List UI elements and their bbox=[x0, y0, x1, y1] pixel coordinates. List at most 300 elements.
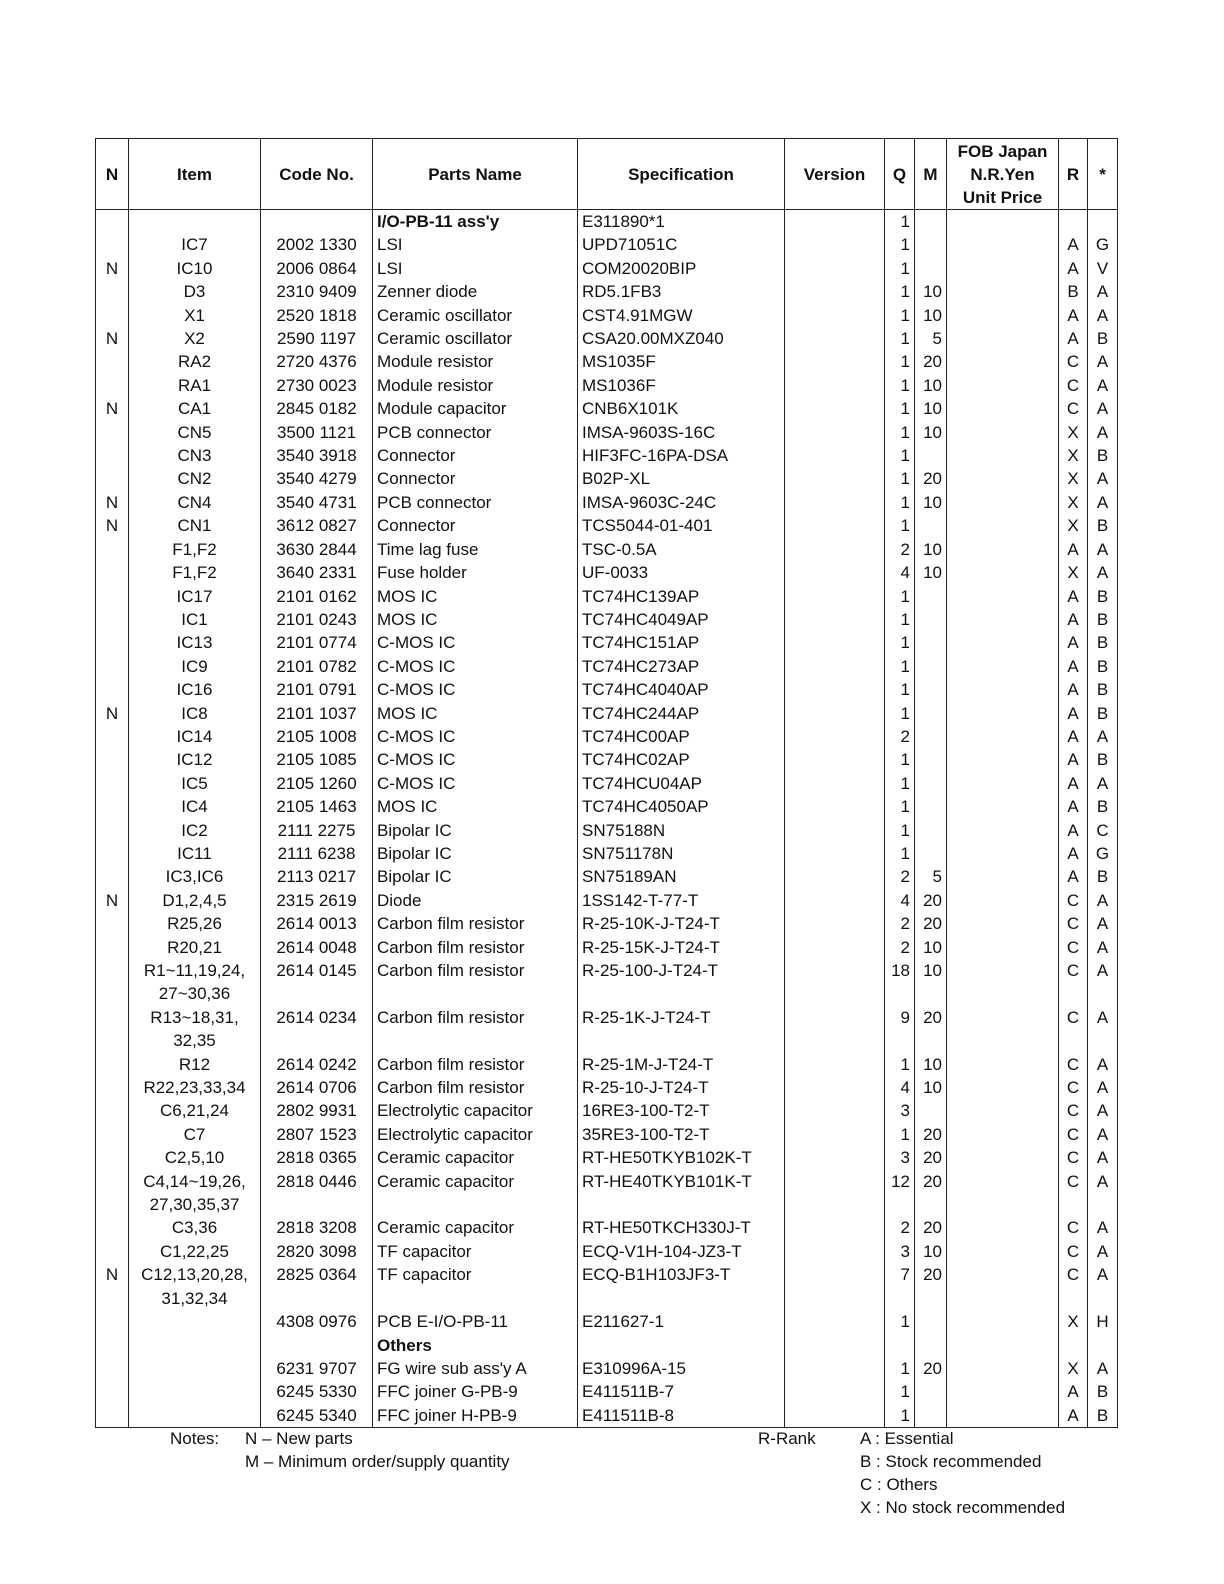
cell-m: 10 bbox=[915, 538, 947, 561]
cell-item: IC1 bbox=[129, 608, 261, 631]
cell-version bbox=[785, 467, 885, 490]
cell-star: B bbox=[1088, 327, 1118, 350]
cell-parts-name: Electrolytic capacitor bbox=[373, 1123, 578, 1146]
cell-code: 2101 0162 bbox=[261, 585, 373, 608]
notes-label: Notes: bbox=[170, 1429, 220, 1448]
cell-n bbox=[96, 1287, 129, 1310]
cell-version bbox=[785, 1357, 885, 1380]
cell-parts-name bbox=[373, 982, 578, 1005]
cell-parts-name: Zenner diode bbox=[373, 280, 578, 303]
cell-m bbox=[915, 1029, 947, 1052]
cell-m bbox=[915, 842, 947, 865]
cell-specification: TC74HC151AP bbox=[578, 631, 785, 654]
cell-item: IC9 bbox=[129, 655, 261, 678]
table-row bbox=[96, 538, 1118, 561]
table-row bbox=[96, 304, 1118, 327]
cell-star: B bbox=[1088, 631, 1118, 654]
header-parts-name: Parts Name bbox=[373, 139, 578, 210]
table-row bbox=[96, 1193, 1118, 1216]
table-row bbox=[96, 397, 1118, 420]
cell-parts-name: Others bbox=[373, 1334, 578, 1357]
table-row bbox=[96, 1099, 1118, 1122]
cell-code: 4308 0976 bbox=[261, 1310, 373, 1333]
cell-version bbox=[785, 491, 885, 514]
cell-n bbox=[96, 725, 129, 748]
cell-item: R12 bbox=[129, 1053, 261, 1076]
cell-n bbox=[96, 1334, 129, 1357]
cell-n bbox=[96, 748, 129, 771]
parts-rows bbox=[96, 210, 1118, 1428]
table-row bbox=[96, 1263, 1118, 1286]
cell-q: 1 bbox=[885, 233, 915, 256]
cell-code: 2818 0365 bbox=[261, 1146, 373, 1169]
cell-code: 2105 1260 bbox=[261, 772, 373, 795]
cell-item: RA2 bbox=[129, 350, 261, 373]
cell-r: A bbox=[1059, 631, 1088, 654]
cell-version bbox=[785, 725, 885, 748]
cell-item: IC2 bbox=[129, 819, 261, 842]
parts-list bbox=[95, 138, 1117, 1428]
cell-parts-name: C-MOS IC bbox=[373, 772, 578, 795]
cell-q: 1 bbox=[885, 421, 915, 444]
cell-unit-price bbox=[947, 912, 1059, 935]
table-row bbox=[96, 959, 1118, 982]
cell-version bbox=[785, 1053, 885, 1076]
cell-n bbox=[96, 1216, 129, 1239]
cell-m bbox=[915, 608, 947, 631]
cell-q: 2 bbox=[885, 936, 915, 959]
cell-item: IC16 bbox=[129, 678, 261, 701]
cell-item: IC4 bbox=[129, 795, 261, 818]
cell-r: C bbox=[1059, 1006, 1088, 1029]
cell-specification: TC74HCU04AP bbox=[578, 772, 785, 795]
cell-r: X bbox=[1059, 1310, 1088, 1333]
cell-specification: R-25-100-J-T24-T bbox=[578, 959, 785, 982]
cell-code: 6245 5330 bbox=[261, 1380, 373, 1403]
cell-q: 1 bbox=[885, 304, 915, 327]
cell-specification: RT-HE50TKCH330J-T bbox=[578, 1216, 785, 1239]
cell-item bbox=[129, 1404, 261, 1428]
cell-n bbox=[96, 1146, 129, 1169]
cell-specification: CNB6X101K bbox=[578, 397, 785, 420]
cell-unit-price bbox=[947, 608, 1059, 631]
cell-m bbox=[915, 1380, 947, 1403]
cell-n bbox=[96, 959, 129, 982]
cell-unit-price bbox=[947, 1006, 1059, 1029]
cell-item: 32,35 bbox=[129, 1029, 261, 1052]
cell-code: 2101 0782 bbox=[261, 655, 373, 678]
cell-star: A bbox=[1088, 1170, 1118, 1193]
header-r: R bbox=[1059, 139, 1088, 210]
cell-r bbox=[1059, 1029, 1088, 1052]
cell-version bbox=[785, 1380, 885, 1403]
cell-q bbox=[885, 1334, 915, 1357]
cell-specification: 16RE3-100-T2-T bbox=[578, 1099, 785, 1122]
cell-specification: TC74HC02AP bbox=[578, 748, 785, 771]
table-row bbox=[96, 514, 1118, 537]
cell-code bbox=[261, 1334, 373, 1357]
cell-n: N bbox=[96, 889, 129, 912]
cell-q: 1 bbox=[885, 1380, 915, 1403]
cell-parts-name: MOS IC bbox=[373, 702, 578, 725]
cell-item: IC12 bbox=[129, 748, 261, 771]
cell-version bbox=[785, 257, 885, 280]
table-row bbox=[96, 585, 1118, 608]
cell-unit-price bbox=[947, 397, 1059, 420]
cell-version bbox=[785, 233, 885, 256]
header-price-line1: FOB Japan bbox=[957, 141, 1048, 161]
cell-star: A bbox=[1088, 1099, 1118, 1122]
cell-star: A bbox=[1088, 1263, 1118, 1286]
cell-item bbox=[129, 1310, 261, 1333]
cell-r: A bbox=[1059, 233, 1088, 256]
rank-b: B : Stock recommended bbox=[860, 1452, 1042, 1471]
cell-star: B bbox=[1088, 608, 1118, 631]
cell-n bbox=[96, 233, 129, 256]
rank-label: R-Rank bbox=[758, 1429, 816, 1448]
cell-r: C bbox=[1059, 1263, 1088, 1286]
cell-n bbox=[96, 842, 129, 865]
cell-version bbox=[785, 1170, 885, 1193]
cell-r: X bbox=[1059, 421, 1088, 444]
cell-item: CA1 bbox=[129, 397, 261, 420]
cell-q: 1 bbox=[885, 280, 915, 303]
cell-specification: R-25-1K-J-T24-T bbox=[578, 1006, 785, 1029]
cell-q: 2 bbox=[885, 912, 915, 935]
cell-parts-name: Bipolar IC bbox=[373, 865, 578, 888]
cell-item: CN1 bbox=[129, 514, 261, 537]
cell-code: 2101 0243 bbox=[261, 608, 373, 631]
cell-r: C bbox=[1059, 374, 1088, 397]
cell-parts-name: LSI bbox=[373, 233, 578, 256]
cell-parts-name: Carbon film resistor bbox=[373, 912, 578, 935]
cell-star: A bbox=[1088, 538, 1118, 561]
cell-r: A bbox=[1059, 327, 1088, 350]
cell-specification: B02P-XL bbox=[578, 467, 785, 490]
cell-m bbox=[915, 748, 947, 771]
cell-star: A bbox=[1088, 421, 1118, 444]
cell-n bbox=[96, 795, 129, 818]
cell-parts-name: Carbon film resistor bbox=[373, 959, 578, 982]
cell-code: 2614 0145 bbox=[261, 959, 373, 982]
cell-code bbox=[261, 1193, 373, 1216]
cell-version bbox=[785, 1076, 885, 1099]
cell-unit-price bbox=[947, 1076, 1059, 1099]
cell-unit-price bbox=[947, 631, 1059, 654]
cell-code: 2614 0048 bbox=[261, 936, 373, 959]
cell-parts-name: C-MOS IC bbox=[373, 748, 578, 771]
cell-code: 2111 2275 bbox=[261, 819, 373, 842]
cell-q: 1 bbox=[885, 585, 915, 608]
cell-q: 3 bbox=[885, 1146, 915, 1169]
cell-star: V bbox=[1088, 257, 1118, 280]
cell-q: 1 bbox=[885, 842, 915, 865]
cell-parts-name: Ceramic oscillator bbox=[373, 304, 578, 327]
cell-m bbox=[915, 772, 947, 795]
cell-q: 1 bbox=[885, 444, 915, 467]
cell-n bbox=[96, 1006, 129, 1029]
cell-parts-name: LSI bbox=[373, 257, 578, 280]
cell-q: 1 bbox=[885, 210, 915, 234]
cell-version bbox=[785, 1404, 885, 1428]
cell-unit-price bbox=[947, 491, 1059, 514]
cell-parts-name: Diode bbox=[373, 889, 578, 912]
table-row bbox=[96, 374, 1118, 397]
cell-code: 3540 4731 bbox=[261, 491, 373, 514]
cell-unit-price bbox=[947, 1123, 1059, 1146]
cell-n bbox=[96, 561, 129, 584]
cell-item bbox=[129, 1357, 261, 1380]
cell-q: 1 bbox=[885, 374, 915, 397]
cell-version bbox=[785, 538, 885, 561]
cell-unit-price bbox=[947, 936, 1059, 959]
cell-parts-name: Carbon film resistor bbox=[373, 1076, 578, 1099]
rank-c: C : Others bbox=[860, 1475, 938, 1494]
cell-r: A bbox=[1059, 725, 1088, 748]
cell-version bbox=[785, 210, 885, 234]
cell-m bbox=[915, 585, 947, 608]
cell-item: IC11 bbox=[129, 842, 261, 865]
cell-star: H bbox=[1088, 1310, 1118, 1333]
cell-specification: IMSA-9603C-24C bbox=[578, 491, 785, 514]
cell-parts-name: TF capacitor bbox=[373, 1240, 578, 1263]
cell-r: A bbox=[1059, 1404, 1088, 1428]
cell-unit-price bbox=[947, 725, 1059, 748]
table-row bbox=[96, 233, 1118, 256]
cell-item: 27~30,36 bbox=[129, 982, 261, 1005]
cell-q: 1 bbox=[885, 1053, 915, 1076]
cell-n: N bbox=[96, 257, 129, 280]
cell-star: A bbox=[1088, 725, 1118, 748]
cell-item: RA1 bbox=[129, 374, 261, 397]
note-new-parts: N – New parts bbox=[245, 1429, 353, 1448]
cell-star: A bbox=[1088, 1146, 1118, 1169]
cell-unit-price bbox=[947, 655, 1059, 678]
cell-specification: E411511B-8 bbox=[578, 1404, 785, 1428]
table-row bbox=[96, 655, 1118, 678]
cell-code: 2614 0013 bbox=[261, 912, 373, 935]
cell-unit-price bbox=[947, 702, 1059, 725]
cell-r: A bbox=[1059, 678, 1088, 701]
cell-star: A bbox=[1088, 1076, 1118, 1099]
cell-code: 2614 0706 bbox=[261, 1076, 373, 1099]
cell-m: 10 bbox=[915, 959, 947, 982]
cell-m: 5 bbox=[915, 865, 947, 888]
cell-r: C bbox=[1059, 1240, 1088, 1263]
cell-item: IC8 bbox=[129, 702, 261, 725]
cell-star: A bbox=[1088, 397, 1118, 420]
cell-code: 2590 1197 bbox=[261, 327, 373, 350]
cell-q: 3 bbox=[885, 1099, 915, 1122]
cell-n bbox=[96, 865, 129, 888]
cell-star: A bbox=[1088, 467, 1118, 490]
cell-m: 10 bbox=[915, 491, 947, 514]
cell-star: A bbox=[1088, 1240, 1118, 1263]
cell-specification: SN75189AN bbox=[578, 865, 785, 888]
cell-n bbox=[96, 585, 129, 608]
cell-m bbox=[915, 631, 947, 654]
cell-r: C bbox=[1059, 397, 1088, 420]
cell-item: C4,14~19,26, bbox=[129, 1170, 261, 1193]
cell-q: 1 bbox=[885, 608, 915, 631]
cell-code: 2802 9931 bbox=[261, 1099, 373, 1122]
table-row bbox=[96, 748, 1118, 771]
cell-m: 20 bbox=[915, 350, 947, 373]
cell-star bbox=[1088, 982, 1118, 1005]
cell-n: N bbox=[96, 514, 129, 537]
cell-star bbox=[1088, 1287, 1118, 1310]
cell-n bbox=[96, 1170, 129, 1193]
cell-n: N bbox=[96, 1263, 129, 1286]
cell-n bbox=[96, 678, 129, 701]
cell-q: 1 bbox=[885, 678, 915, 701]
cell-code: 2820 3098 bbox=[261, 1240, 373, 1263]
cell-star: B bbox=[1088, 1404, 1118, 1428]
cell-m bbox=[915, 1099, 947, 1122]
cell-item: C12,13,20,28, bbox=[129, 1263, 261, 1286]
cell-m bbox=[915, 444, 947, 467]
cell-r: A bbox=[1059, 1380, 1088, 1403]
cell-unit-price bbox=[947, 795, 1059, 818]
cell-item: IC5 bbox=[129, 772, 261, 795]
cell-specification: SN751178N bbox=[578, 842, 785, 865]
cell-code: 2730 0023 bbox=[261, 374, 373, 397]
cell-star: A bbox=[1088, 1006, 1118, 1029]
cell-star: A bbox=[1088, 1123, 1118, 1146]
table-row bbox=[96, 257, 1118, 280]
cell-item: 27,30,35,37 bbox=[129, 1193, 261, 1216]
cell-m bbox=[915, 795, 947, 818]
cell-code: 2101 0774 bbox=[261, 631, 373, 654]
cell-star: G bbox=[1088, 233, 1118, 256]
cell-unit-price bbox=[947, 889, 1059, 912]
cell-star: A bbox=[1088, 374, 1118, 397]
cell-m: 10 bbox=[915, 1240, 947, 1263]
cell-specification bbox=[578, 1193, 785, 1216]
table-row bbox=[96, 1053, 1118, 1076]
table-row bbox=[96, 725, 1118, 748]
table-row bbox=[96, 1334, 1118, 1357]
cell-parts-name: Carbon film resistor bbox=[373, 1006, 578, 1029]
cell-q: 2 bbox=[885, 1216, 915, 1239]
cell-parts-name: Bipolar IC bbox=[373, 819, 578, 842]
cell-r: A bbox=[1059, 608, 1088, 631]
cell-parts-name: Carbon film resistor bbox=[373, 936, 578, 959]
cell-m: 10 bbox=[915, 1076, 947, 1099]
cell-r: A bbox=[1059, 772, 1088, 795]
cell-r: A bbox=[1059, 702, 1088, 725]
cell-m: 20 bbox=[915, 1263, 947, 1286]
cell-specification: R-25-1M-J-T24-T bbox=[578, 1053, 785, 1076]
cell-m: 20 bbox=[915, 1170, 947, 1193]
cell-version bbox=[785, 936, 885, 959]
cell-version bbox=[785, 350, 885, 373]
cell-code: 2825 0364 bbox=[261, 1263, 373, 1286]
cell-r bbox=[1059, 1287, 1088, 1310]
cell-parts-name: Module resistor bbox=[373, 350, 578, 373]
cell-q: 1 bbox=[885, 397, 915, 420]
cell-r: A bbox=[1059, 748, 1088, 771]
cell-r: C bbox=[1059, 936, 1088, 959]
cell-r bbox=[1059, 1334, 1088, 1357]
cell-version bbox=[785, 678, 885, 701]
cell-q: 18 bbox=[885, 959, 915, 982]
table-row bbox=[96, 467, 1118, 490]
cell-item: R1~11,19,24, bbox=[129, 959, 261, 982]
table-row bbox=[96, 1146, 1118, 1169]
cell-n: N bbox=[96, 491, 129, 514]
cell-m: 10 bbox=[915, 1053, 947, 1076]
table-row bbox=[96, 421, 1118, 444]
cell-unit-price bbox=[947, 678, 1059, 701]
cell-version bbox=[785, 327, 885, 350]
table-row bbox=[96, 702, 1118, 725]
table-row bbox=[96, 1310, 1118, 1333]
cell-code: 2818 3208 bbox=[261, 1216, 373, 1239]
cell-version bbox=[785, 1310, 885, 1333]
cell-r: C bbox=[1059, 350, 1088, 373]
cell-n bbox=[96, 1310, 129, 1333]
cell-star: A bbox=[1088, 1053, 1118, 1076]
table-row bbox=[96, 444, 1118, 467]
header-unit-price bbox=[947, 139, 1059, 210]
cell-q: 4 bbox=[885, 561, 915, 584]
cell-specification bbox=[578, 982, 785, 1005]
cell-item: C1,22,25 bbox=[129, 1240, 261, 1263]
cell-m: 20 bbox=[915, 1216, 947, 1239]
cell-q: 1 bbox=[885, 702, 915, 725]
cell-r: A bbox=[1059, 655, 1088, 678]
cell-m bbox=[915, 1193, 947, 1216]
cell-parts-name: PCB E-I/O-PB-11 bbox=[373, 1310, 578, 1333]
table-row bbox=[96, 561, 1118, 584]
cell-code bbox=[261, 982, 373, 1005]
cell-star: B bbox=[1088, 865, 1118, 888]
cell-n bbox=[96, 1099, 129, 1122]
cell-unit-price bbox=[947, 842, 1059, 865]
cell-m bbox=[915, 1310, 947, 1333]
cell-code: 2310 9409 bbox=[261, 280, 373, 303]
cell-q: 1 bbox=[885, 795, 915, 818]
cell-specification: E310996A-15 bbox=[578, 1357, 785, 1380]
cell-m: 10 bbox=[915, 421, 947, 444]
cell-parts-name: FG wire sub ass'y A bbox=[373, 1357, 578, 1380]
cell-unit-price bbox=[947, 327, 1059, 350]
cell-code: 2720 4376 bbox=[261, 350, 373, 373]
cell-version bbox=[785, 608, 885, 631]
cell-r: C bbox=[1059, 1099, 1088, 1122]
cell-version bbox=[785, 655, 885, 678]
cell-code: 2818 0446 bbox=[261, 1170, 373, 1193]
cell-specification: TSC-0.5A bbox=[578, 538, 785, 561]
cell-parts-name: Electrolytic capacitor bbox=[373, 1099, 578, 1122]
cell-unit-price bbox=[947, 748, 1059, 771]
cell-version bbox=[785, 397, 885, 420]
cell-star: A bbox=[1088, 280, 1118, 303]
cell-version bbox=[785, 304, 885, 327]
cell-star: B bbox=[1088, 748, 1118, 771]
cell-q: 2 bbox=[885, 538, 915, 561]
cell-parts-name bbox=[373, 1287, 578, 1310]
cell-star: B bbox=[1088, 795, 1118, 818]
cell-star: B bbox=[1088, 444, 1118, 467]
cell-specification: HIF3FC-16PA-DSA bbox=[578, 444, 785, 467]
cell-code: 3630 2844 bbox=[261, 538, 373, 561]
cell-specification: RT-HE40TKYB101K-T bbox=[578, 1170, 785, 1193]
cell-specification: E211627-1 bbox=[578, 1310, 785, 1333]
cell-specification: UPD71051C bbox=[578, 233, 785, 256]
cell-parts-name: Ceramic capacitor bbox=[373, 1170, 578, 1193]
